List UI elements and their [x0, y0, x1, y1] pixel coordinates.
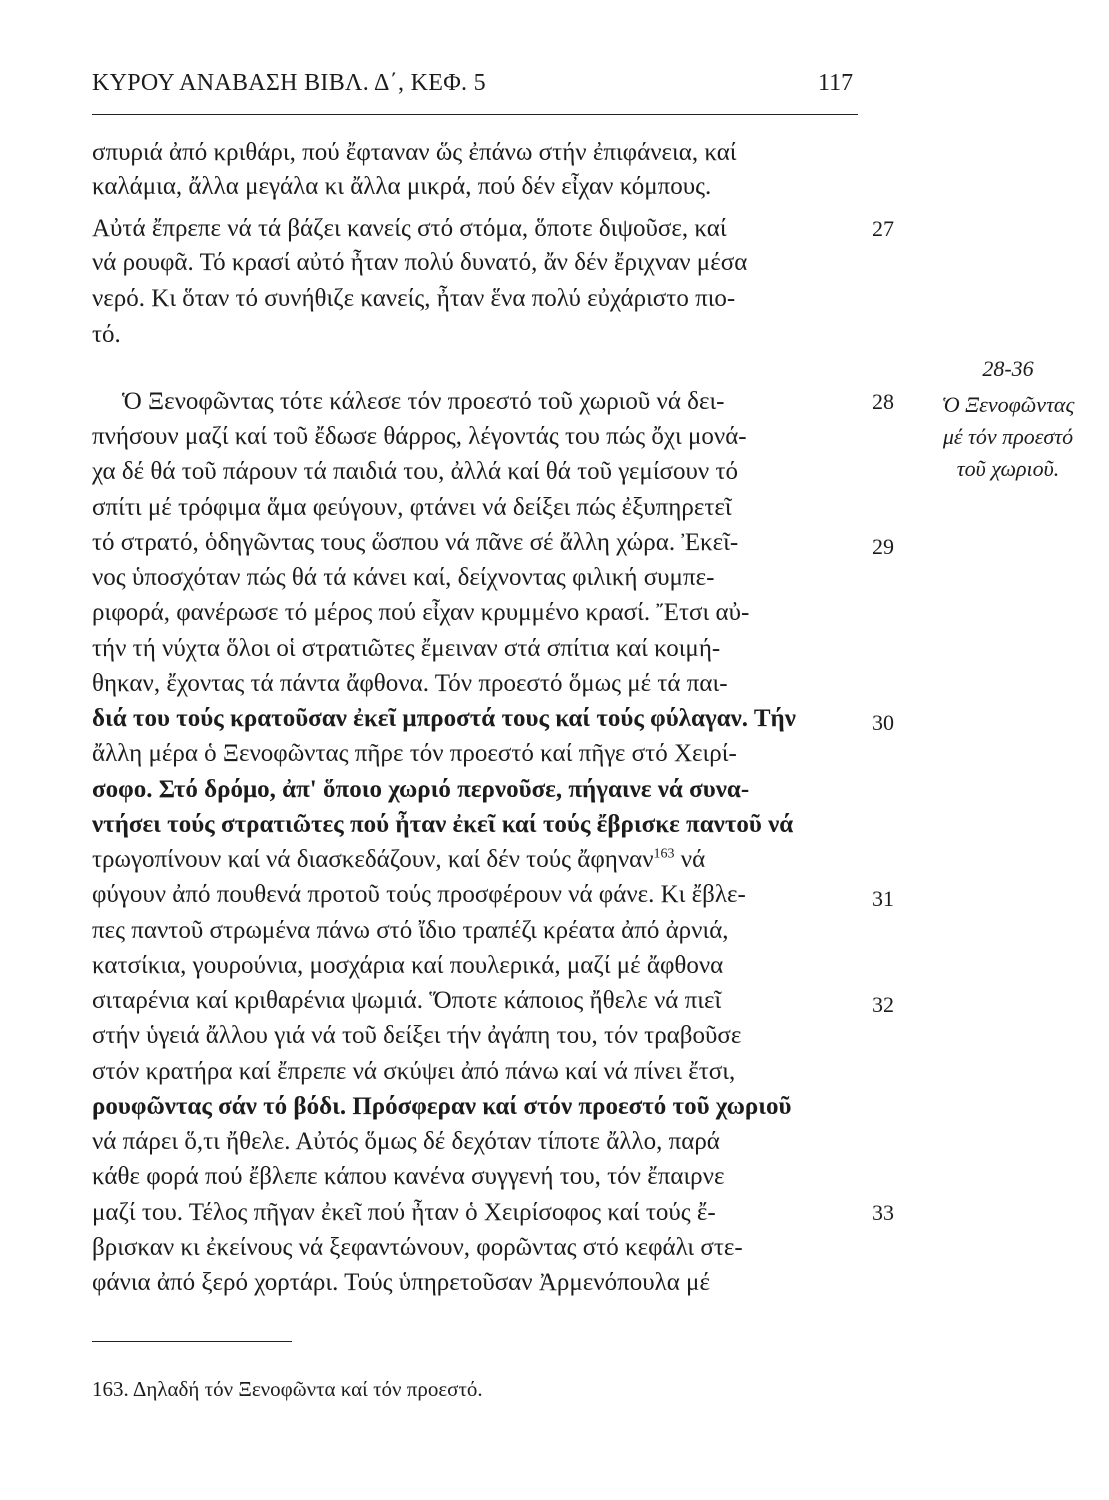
footnote-reference: 163	[653, 846, 675, 862]
text-line: θηκαν, ἔχοντας τά πάντα ἄφθονα. Τόν προεστό ὅμως μέ τά παι-	[92, 670, 728, 697]
text-line: τό.	[92, 321, 121, 348]
text-line: νά πάρει ὅ,τι ἤθελε. Αὐτός ὅμως δέ δεχόταν τίποτε ἄλλο, παρά	[92, 1128, 720, 1155]
text-line: σπίτι μέ τρόφιμα ἅμα φεύγουν, φτάνει νά δείξει πώς ἐξυπηρετεῖ	[92, 494, 732, 521]
text-line: Αὐτά ἔπρεπε νά τά βάζει κανείς στό στόμα, ὅποτε διψοῦσε, καί	[92, 215, 727, 242]
text-line: στήν ὑγειά ἄλλου γιά νά τοῦ δείξει τήν ἀγάπη του, τόν τραβοῦσε	[92, 1022, 742, 1049]
side-note-range: 28-36	[982, 356, 1034, 381]
text-line: σιταρένια καί κριθαρένια ψωμιά. Ὅποτε κάποιος ἤθελε νά πιεῖ	[92, 987, 722, 1014]
text-line: βρισκαν κι ἐκείνους νά ξεφαντώνουν, φορῶντας στό κεφάλι στε-	[92, 1234, 743, 1261]
text-line: Ὁ Ξενοφῶντας τότε κάλεσε τόν προεστό τοῦ χωριοῦ νά δει-	[122, 388, 725, 415]
text-line: νος ὑποσχόταν πώς θά τά κάνει καί, δείχνοντας φιλική συμπε-	[92, 564, 715, 591]
text-line: ριφορά, φανέρωσε τό μέρος πού εἶχαν κρυμμένο κρασί. Ἔτσι αὐ-	[92, 599, 750, 626]
text-line: φάνια ἀπό ξερό χορτάρι. Τούς ὑπηρετοῦσαν Ἀρμενόπουλα μέ	[92, 1269, 710, 1296]
text-line: πνήσουν μαζί καί τοῦ ἔδωσε θάρρος, λέγοντάς του πώς ὄχι μονά-	[92, 423, 747, 450]
text-line: ρουφῶντας σάν τό βόδι. Πρόσφεραν καί στόν προεστό τοῦ χωριοῦ	[92, 1093, 792, 1120]
text-line-tail: νά	[680, 846, 706, 873]
side-note-line: μέ τόν προεστό	[942, 424, 1074, 449]
text-line: φύγουν ἀπό πουθενά προτοῦ τούς προσφέρουν νά φάνε. Κι ἔβλε-	[92, 881, 746, 908]
header-rule	[92, 114, 858, 115]
text-line: σοφο. Στό δρόμο, ἀπ' ὅποιο χωριό περνοῦσε, πήγαινε νά συνα-	[92, 776, 750, 803]
text-line: ντήσει τούς στρατιῶτες πού ἦταν ἐκεῖ καί τούς ἔβρισκε παντοῦ νά	[92, 811, 794, 838]
text-line: στόν κρατήρα καί ἔπρεπε νά σκύψει ἀπό πάνω καί νά πίνει ἔτσι,	[92, 1058, 736, 1085]
text-line-with-footnote	[92, 843, 860, 877]
footnote-rule	[92, 1341, 292, 1342]
text-line: σπυριά ἀπό κριθάρι, πού ἔφταναν ὥς ἐπάνω στήν ἐπιφάνεια, καί	[92, 139, 737, 166]
text-line: νερό. Κι ὅταν τό συνήθιζε κανείς, ἦταν ἕνα πολύ εὐχάριστο πιο-	[92, 285, 736, 312]
page-number: 117	[818, 70, 854, 96]
side-note-line: τοῦ χωριοῦ.	[956, 456, 1060, 481]
text-line: μαζί του. Τέλος πῆγαν ἐκεῖ πού ἦταν ὁ Χειρίσοφος καί τούς ἔ-	[92, 1199, 716, 1226]
section-number: 30	[872, 710, 894, 735]
section-number: 31	[872, 886, 894, 911]
section-number: 27	[872, 216, 894, 241]
section-number: 33	[872, 1200, 894, 1225]
text-line: νά ρουφᾶ. Τό κρασί αὐτό ἦταν πολύ δυνατό, ἄν δέν ἔριχναν μέσα	[92, 249, 748, 276]
text-line: τό στρατό, ὁδηγῶντας τους ὥσπου νά πᾶνε σέ ἄλλη χώρα. Ἐκεῖ-	[92, 529, 739, 556]
text-line: διά του τούς κρατοῦσαν ἐκεῖ μπροστά τους καί τούς φύλαγαν. Τήν	[92, 705, 796, 732]
running-header-title: ΚΥΡΟΥ ΑΝΑΒΑΣΗ ΒΙΒΛ. Δ΄, ΚΕΦ. 5	[92, 70, 486, 96]
text-line: ἄλλη μέρα ὁ Ξενοφῶντας πῆρε τόν προεστό καί πῆγε στό Χειρί-	[92, 740, 737, 767]
footnote: 163. Δηλαδή τόν Ξενοφῶντα καί τόν προεστό.	[92, 1377, 483, 1401]
section-number: 29	[872, 534, 894, 559]
text-line: τήν τή νύχτα ὅλοι οἱ στρατιῶτες ἔμειναν στά σπίτια καί κοιμή-	[92, 635, 721, 662]
section-number: 28	[872, 389, 894, 414]
text-line: πες παντοῦ στρωμένα πάνω στό ἴδιο τραπέζι κρέατα ἀπό ἀρνιά,	[92, 917, 729, 944]
text-line: χα δέ θά τοῦ πάρουν τά παιδιά του, ἀλλά καί θά τοῦ γεμίσουν τό	[92, 458, 739, 485]
side-note-line: Ὁ Ξενοφῶντας	[941, 392, 1075, 417]
text-line: τρωγοπίνουν καί νά διασκεδάζουν, καί δέν τούς ἄφηναν	[92, 846, 654, 873]
section-number: 32	[872, 992, 894, 1017]
text-line: κάθε φορά πού ἔβλεπε κάπου κανένα συγγενή του, τόν ἔπαιρνε	[92, 1163, 725, 1190]
text-line: κατσίκια, γουρούνια, μοσχάρια καί πουλερικά, μαζί μέ ἄφθονα	[92, 952, 724, 979]
text-line: καλάμια, ἄλλα μεγάλα κι ἄλλα μικρά, πού δέν εἶχαν κόμπους.	[92, 173, 712, 200]
